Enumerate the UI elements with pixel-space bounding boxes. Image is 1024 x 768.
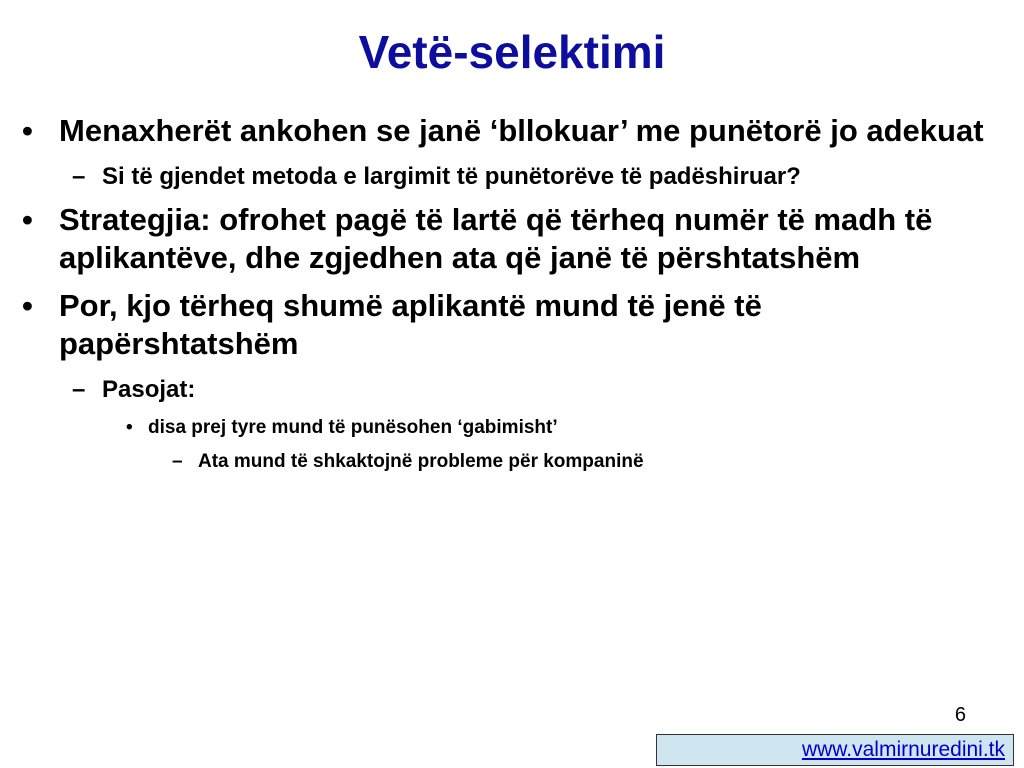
page-number: 6 — [954, 704, 966, 726]
bullet-text: Ata mund të shkaktojnë probleme për kompaninë — [198, 451, 644, 472]
slide-title: Vetë-selektimi — [358, 26, 666, 78]
bullet-text: Por, kjo tërheq shumë aplikantë mund të jenë të papërshtatshëm — [59, 288, 762, 361]
dash-marker: – — [72, 163, 86, 190]
bullet-text: disa prej tyre mund të punësohen ‘gabimisht’ — [148, 417, 558, 438]
bullet-item-level-2 — [72, 160, 992, 193]
bullet-item-level-4 — [172, 448, 992, 476]
bullet-marker: • — [22, 202, 33, 237]
bullet-text: Pasojat: — [102, 376, 196, 403]
bullet-marker: • — [22, 113, 33, 148]
bullet-item-level-1 — [22, 287, 992, 363]
bullet-text: Menaxherët ankohen se janë ‘bllokuar’ me punëtorë jo adekuat — [59, 113, 984, 148]
website-link[interactable]: www.valmirnuredini.tk — [656, 734, 1014, 766]
bullet-item-level-1 — [22, 112, 992, 150]
bullet-item-level-1 — [22, 201, 992, 277]
dash-marker: – — [72, 376, 86, 403]
bullet-list — [22, 112, 992, 476]
bullet-text: Strategjia: ofrohet pagë të lartë që tërheq numër të madh të aplikantëve, dhe zgjedhen ata që janë të përshtatshëm — [59, 202, 933, 275]
bullet-text: Si të gjendet metoda e largimit të punëtorëve të padëshiruar? — [102, 163, 801, 190]
dash-marker: – — [172, 451, 183, 472]
bullet-marker: • — [22, 288, 33, 323]
bullet-item-level-3 — [126, 414, 992, 442]
bullet-marker: • — [126, 417, 133, 438]
bullet-item-level-2 — [72, 373, 992, 406]
